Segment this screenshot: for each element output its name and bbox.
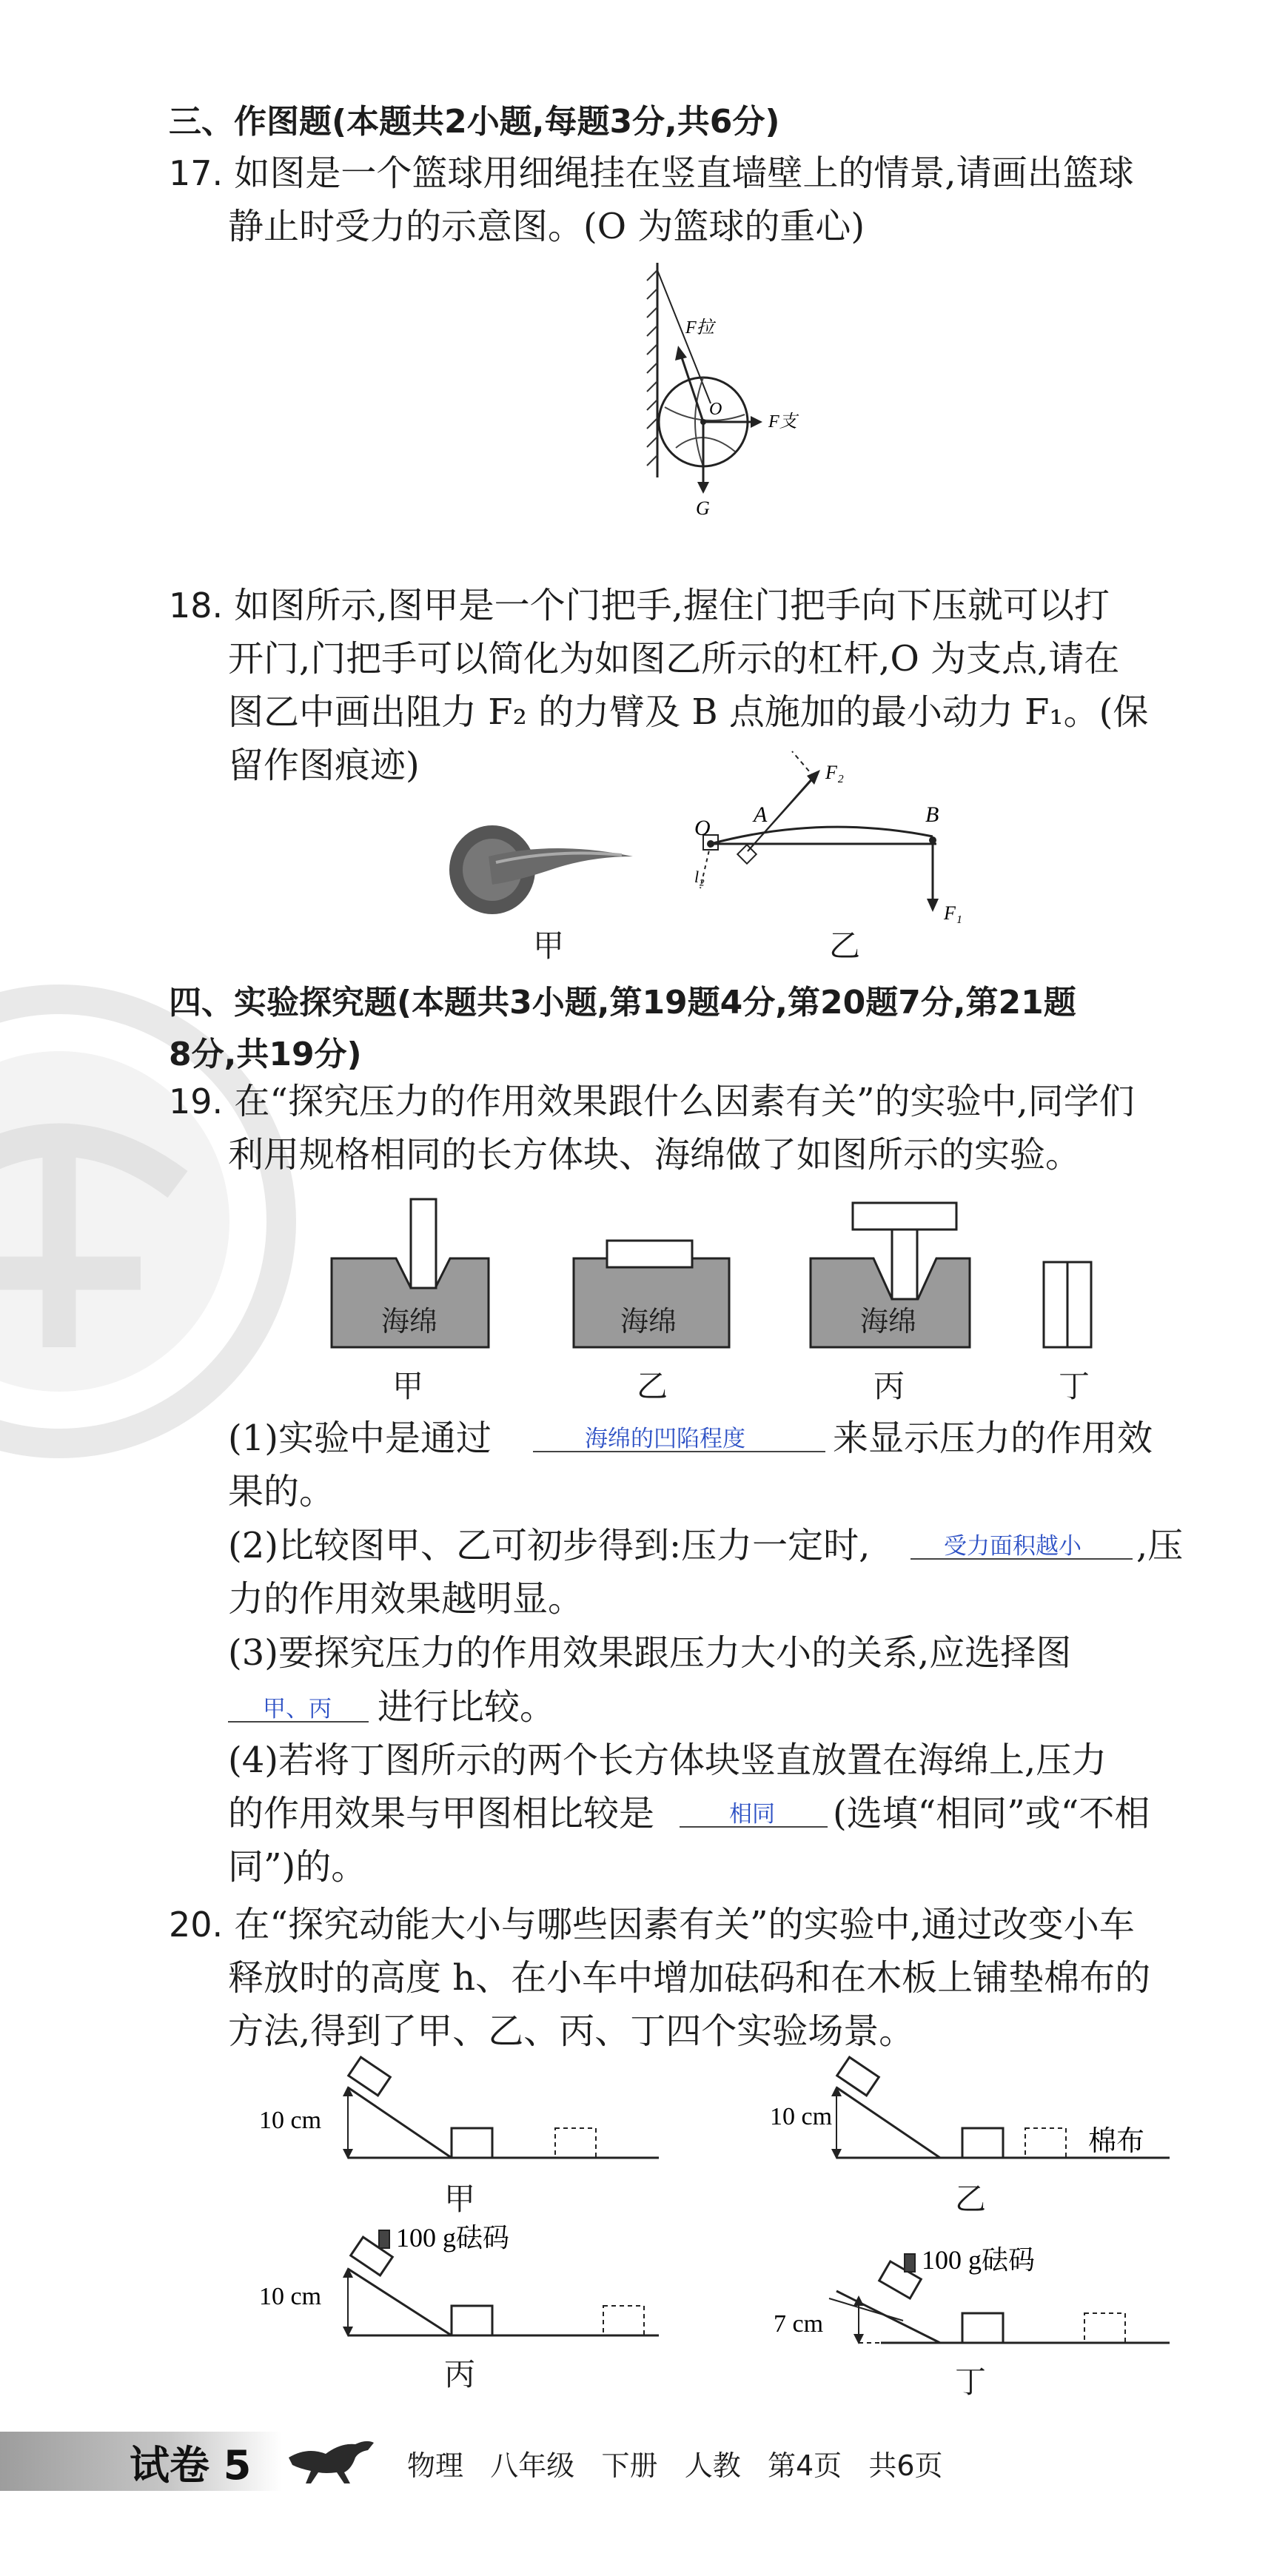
q17-figure bbox=[643, 255, 835, 519]
q19-figure bbox=[326, 1199, 1184, 1369]
q19-p4-line3: 同”)的。 bbox=[228, 1846, 367, 1888]
q19-p3-answer: 甲、丙 bbox=[263, 1696, 332, 1723]
door-handle-figure bbox=[444, 811, 637, 922]
q20-number: 20. bbox=[169, 1905, 224, 1945]
sponge-label-jia: 海绵 bbox=[381, 1305, 438, 1338]
q20-scene-ding-weight: 100 g砝码 bbox=[922, 2245, 1036, 2275]
lever-f1-label: F₁ bbox=[944, 902, 962, 924]
footer-label: 试卷 5 bbox=[130, 2442, 252, 2489]
q18-number: 18. bbox=[169, 586, 224, 625]
q20-scene-yi-height: 10 cm bbox=[770, 2103, 833, 2130]
q20-scene-ding bbox=[762, 2224, 1177, 2350]
q19-p4-pre: 的作用效果与甲图相比较是 bbox=[228, 1793, 655, 1834]
q19-p1-pre: (1)实验中是通过 bbox=[228, 1418, 492, 1459]
footer-info: 物理 八年级 下册 人教 第4页 共6页 bbox=[407, 2449, 943, 2482]
q17-support-label: F支 bbox=[768, 412, 797, 432]
lever-b-label: B bbox=[925, 802, 939, 827]
q19-p3-line1: (3)要探究压力的作用效果跟压力大小的关系,应选择图 bbox=[228, 1632, 1072, 1674]
q17-line1: 如图是一个篮球用细绳挂在竖直墙壁上的情景,请画出篮球 bbox=[234, 152, 1134, 194]
q19-p2-post: ,压 bbox=[1136, 1525, 1184, 1566]
q18-line4: 留作图痕迹) bbox=[228, 745, 420, 786]
q19-p1-answer: 海绵的凹陷程度 bbox=[585, 1426, 745, 1452]
q19-p3-post: 进行比较。 bbox=[378, 1686, 556, 1728]
q19-line1-row bbox=[169, 1073, 1135, 1130]
section4-heading-line2: 8分,共19分) bbox=[169, 1036, 362, 1073]
lever-figure bbox=[688, 748, 985, 940]
q19-p1-post: 来显示压力的作用效 bbox=[833, 1418, 1153, 1459]
q20-scene-ding-caption: 丁 bbox=[955, 2364, 987, 2400]
q17-center-label: O bbox=[709, 400, 722, 419]
q19-p1-line2: 果的。 bbox=[228, 1471, 335, 1512]
q19-caption-ding: 丁 bbox=[1059, 1368, 1090, 1404]
q19-p2-answer: 受力面积越小 bbox=[944, 1533, 1081, 1560]
q20-scene-jia-caption: 甲 bbox=[444, 2181, 476, 2217]
q19-p4-post: (选填“相同”或“不相 bbox=[833, 1793, 1150, 1834]
q20-line2: 释放时的高度 h、在小车中增加砝码和在木板上铺垫棉布的 bbox=[228, 1957, 1151, 1999]
q18-line1-row bbox=[169, 577, 1110, 634]
lever-l2-label: l₂ bbox=[694, 868, 705, 886]
q19-p4-answer: 相同 bbox=[729, 1801, 775, 1828]
q19-p2-line2: 力的作用效果越明显。 bbox=[228, 1578, 584, 1620]
q17-line2: 静止时受力的示意图。(O 为篮球的重心) bbox=[228, 206, 865, 247]
q17-tension-label: F拉 bbox=[685, 318, 714, 338]
lever-a-label: A bbox=[754, 802, 768, 827]
q18-line2: 开门,门把手可以简化为如图乙所示的杠杆,O 为支点,请在 bbox=[228, 638, 1120, 680]
q20-scene-yi-caption: 乙 bbox=[955, 2181, 987, 2217]
q17-gravity-label: G bbox=[696, 497, 710, 519]
q20-scene-bing-height: 10 cm bbox=[259, 2283, 322, 2310]
q20-scene-jia bbox=[252, 2065, 666, 2176]
lever-f2-label: F₂ bbox=[825, 762, 844, 783]
lever-o-label: O bbox=[694, 816, 711, 840]
sponge-label-bing: 海绵 bbox=[860, 1305, 917, 1338]
q19-number: 19. bbox=[169, 1081, 224, 1121]
q20-scene-yi-cloth: 棉布 bbox=[1088, 2124, 1145, 2157]
q20-line1: 在“探究动能大小与哪些因素有关”的实验中,通过改变小车 bbox=[234, 1904, 1135, 1945]
q19-line1: 在“探究压力的作用效果跟什么因素有关”的实验中,同学们 bbox=[234, 1081, 1135, 1122]
q20-scene-yi bbox=[762, 2065, 1177, 2176]
q20-scene-jia-height: 10 cm bbox=[259, 2107, 322, 2134]
q17-line1-row bbox=[169, 145, 1134, 201]
q17-number: 17. bbox=[169, 153, 224, 193]
q19-line2: 利用规格相同的长方体块、海绵做了如图所示的实验。 bbox=[228, 1134, 1081, 1175]
horse-icon bbox=[285, 2428, 381, 2487]
q20-line1-row bbox=[169, 1896, 1135, 1953]
q18-caption-left: 甲 bbox=[533, 928, 565, 964]
section3-heading: 三、作图题(本题共2小题,每题3分,共6分) bbox=[169, 103, 780, 141]
q20-line3: 方法,得到了甲、乙、丙、丁四个实验场景。 bbox=[228, 2010, 915, 2052]
section4-heading-line1: 四、实验探究题(本题共3小题,第19题4分,第20题7分,第21题 bbox=[169, 984, 1076, 1022]
q19-caption-jia: 甲 bbox=[392, 1368, 424, 1404]
q20-scene-bing-caption: 丙 bbox=[444, 2356, 476, 2392]
sponge-label-yi: 海绵 bbox=[620, 1305, 677, 1338]
q19-p4-line1: (4)若将丁图所示的两个长方体块竖直放置在海绵上,压力 bbox=[228, 1740, 1107, 1781]
q19-p2-pre: (2)比较图甲、乙可初步得到:压力一定时, bbox=[228, 1525, 871, 1566]
q18-line3: 图乙中画出阻力 F₂ 的力臂及 B 点施加的最小动力 F₁。(保 bbox=[228, 691, 1149, 733]
q20-scene-ding-height: 7 cm bbox=[774, 2310, 824, 2338]
q20-scene-bing bbox=[252, 2224, 666, 2350]
q19-caption-bing: 丙 bbox=[873, 1368, 905, 1404]
q18-caption-right: 乙 bbox=[829, 928, 861, 964]
q18-line1: 如图所示,图甲是一个门把手,握住门把手向下压就可以打 bbox=[234, 585, 1110, 626]
q20-scene-bing-weight: 100 g砝码 bbox=[396, 2223, 510, 2253]
q19-caption-yi: 乙 bbox=[637, 1368, 668, 1404]
